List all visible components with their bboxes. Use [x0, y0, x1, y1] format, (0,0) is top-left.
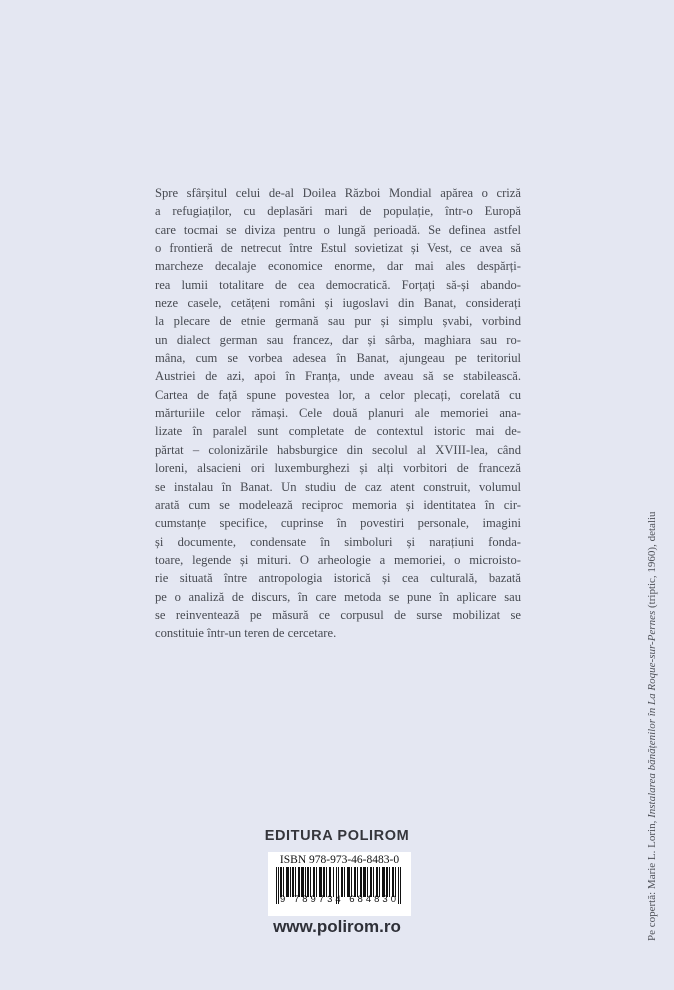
- blurb-line: pe o analiză de discurs, în care metoda se pune în aplicare sau: [155, 589, 521, 604]
- blurb-line: părtat – colonizările habsburgice din secolul al XVIII-lea, când: [155, 442, 521, 457]
- blurb-line: Austriei de azi, apoi în Franța, unde aveau să se stabilească.: [155, 369, 521, 384]
- caption-prefix: Pe copertă: Marie L. Lorin,: [646, 817, 658, 941]
- blurb-line: a refugiaților, cu deplasări mari de populație, într-o Europă: [155, 204, 521, 219]
- barcode: [268, 852, 411, 916]
- blurb-line: se reinventează pe măsură ce corpusul de surse mobilizat se: [155, 607, 521, 622]
- blurb-line: un dialect german sau francez, dar și sârba, maghiara sau ro-: [155, 332, 521, 347]
- blurb-line: o frontieră de netrecut între Estul sovietizat și Vest, ce avea să: [155, 241, 521, 256]
- caption-artwork-title: Instalarea bănățenilor în La Roque-sur-Pernes: [646, 610, 658, 818]
- blurb-line: toare, legende și mituri. O arheologie a memoriei, o microisto-: [155, 552, 521, 567]
- barcode-digits: 9 789734 684830: [280, 894, 399, 905]
- blurb-line: și documente, condensate în simboluri și narațiuni fonda-: [155, 534, 521, 549]
- website-url: www.polirom.ro: [273, 917, 401, 936]
- blurb-line: neze casele, cetățeni români și iugoslavi din Banat, considerați: [155, 296, 521, 311]
- blurb-line: loreni, alsacieni ori luxemburghezi și alți vorbitori de franceză: [155, 461, 521, 476]
- cover-credit-caption: [646, 459, 662, 941]
- blurb-line: Cartea de față spune povestea lor, a celor plecați, corelată cu: [155, 387, 521, 402]
- caption-suffix: (triptic, 1960), detaliu: [646, 511, 658, 611]
- isbn-label: ISBN 978-973-46-8483-0: [279, 854, 400, 866]
- blurb-line: constituie într-un teren de cercetare.: [155, 626, 337, 641]
- blurb-line: la plecare de etnie germană sau pur și simplu șvabi, vorbind: [155, 314, 521, 329]
- blurb-line: care tocmai se diviza pentru o lungă perioadă. Se definea astfel: [155, 222, 521, 237]
- blurb-line: se instalau în Banat. Un studiu de caz atent construit, volumul: [155, 479, 521, 494]
- blurb-line: rie situată între antropologia istorică și cea culturală, bazată: [155, 571, 521, 586]
- blurb-line: mărturiile celor rămași. Cele două planuri ale memoriei ana-: [155, 406, 521, 421]
- blurb-line: lizate în paralel sunt completate de contextul istoric mai de-: [155, 424, 521, 439]
- blurb-line: marcheze decalaje economice enorme, dar mai ales despărți-: [155, 259, 521, 274]
- blurb-line: rea lumii totalitare de cea democratică. Forțați să-și abando-: [155, 277, 521, 292]
- blurb: [155, 184, 521, 643]
- publisher-name: EDITURA POLIROM: [264, 828, 410, 844]
- blurb-line: mâna, cum se vorbea adesea în Banat, ajungeau pe teritoriul: [155, 351, 521, 366]
- blurb-line: Spre sfârșitul celui de-al Doilea Război Mondial apărea o criză: [155, 186, 521, 200]
- blurb-line: arată cum se modelează reciproc memoria și identitatea în cir-: [155, 497, 521, 512]
- blurb-line: cumstanțe specifice, cuprinse în povestiri personale, imagini: [155, 516, 521, 531]
